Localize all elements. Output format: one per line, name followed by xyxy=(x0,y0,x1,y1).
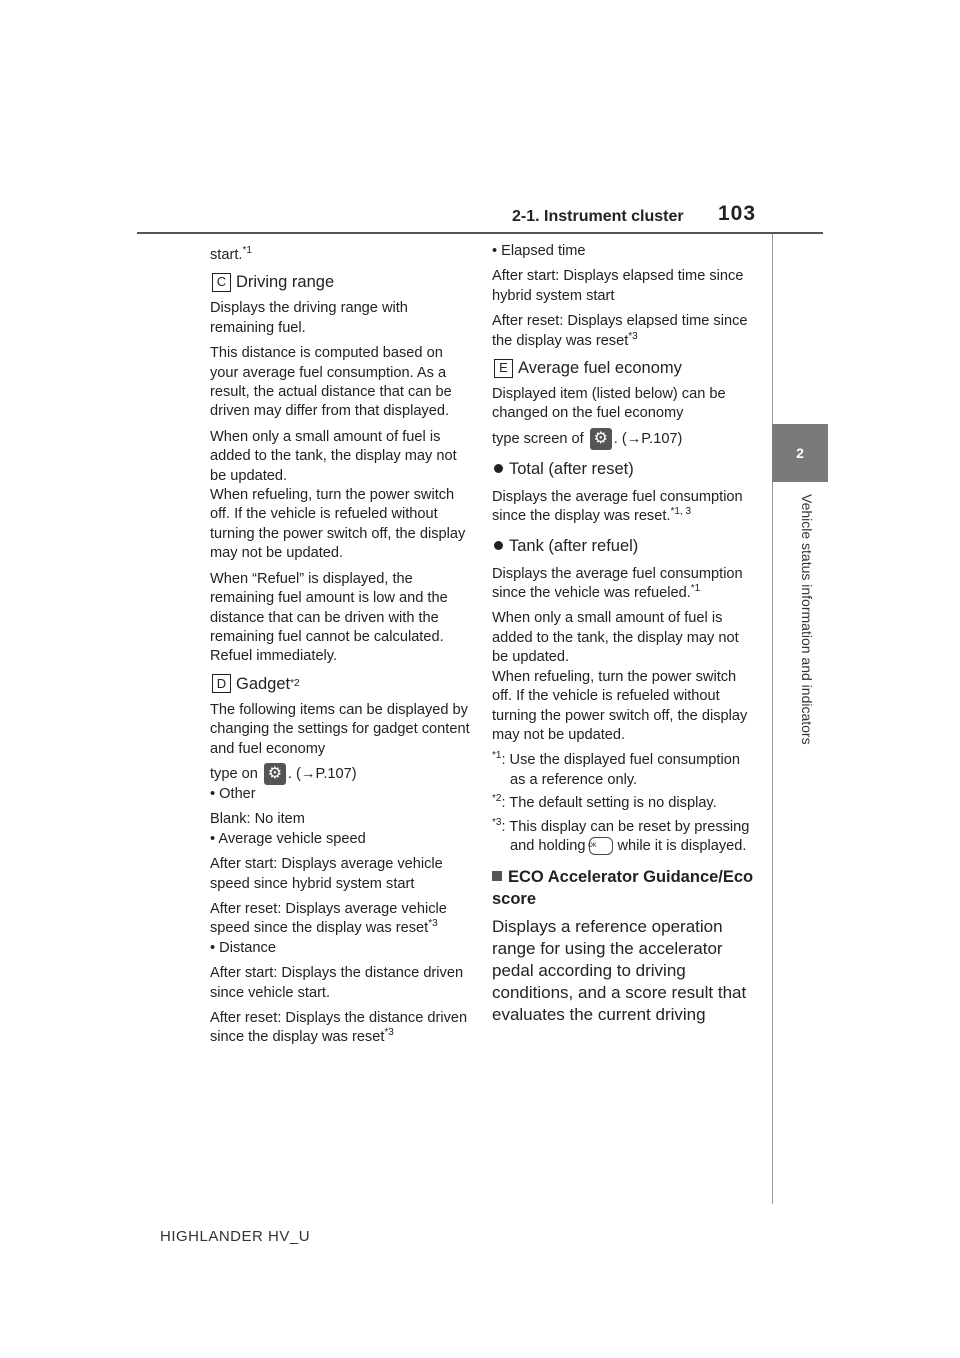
page-number: 103 xyxy=(718,202,757,225)
paragraph: After reset: Displays average vehicle speed since the display was reset$^{*3}$ xyxy=(210,900,447,937)
settings-gear-icon: ⚙ xyxy=(590,428,612,450)
paragraph: The following items can be displayed by changing the settings for gadget content and fuel economy xyxy=(210,701,470,757)
label-box-c: C xyxy=(212,273,231,292)
paragraph: When only a small amount of fuel is added to the tank, the display may not be updated. xyxy=(492,610,739,666)
paragraph: Blank: No item xyxy=(210,811,305,828)
paragraph: Displays the average fuel consumption since the display was reset.$^{*1, 3}$ xyxy=(492,488,743,525)
heading-gadget: D Gadget *2 xyxy=(210,673,472,695)
paragraph: This distance is computed based on your average fuel consumption. As a result, the actual distance that can be driven may differ from that displayed. xyxy=(210,345,452,420)
paragraph: When refueling, turn the power switch off. If the vehicle is refueled without turning the power switch off, the display may not be updated. xyxy=(492,668,748,743)
heading-average-fuel-economy: E Average fuel economy xyxy=(492,357,754,379)
section-title: 2-1. Instrument cluster xyxy=(512,208,684,225)
paragraph: When “Refuel” is displayed, the remaining fuel amount is low and the distance that can be driven with the remaining fuel cannot be calculated. xyxy=(210,570,448,645)
header-rule xyxy=(137,232,823,234)
bullet-dot-icon xyxy=(494,464,503,473)
bullet-item: • Average vehicle speed xyxy=(210,830,366,847)
heading-driving-range: C Driving range xyxy=(210,271,472,293)
paragraph: After reset: Displays the distance driven since the display was reset$^{*3}$ xyxy=(210,1010,468,1046)
chapter-title: Vehicle status information and indicators xyxy=(799,494,815,745)
paragraph: After start: Displays average vehicle speed since hybrid system start xyxy=(210,856,443,892)
paragraph: start.$^{*1}$ xyxy=(210,245,252,263)
square-bullet-icon xyxy=(492,871,502,881)
paragraph: After reset: Displays elapsed time since the display was reset$^{*3}$ xyxy=(492,313,748,349)
bullet-item: • Distance xyxy=(210,939,276,956)
settings-gear-icon: ⚙ xyxy=(264,763,286,785)
label-box-e: E xyxy=(494,359,513,378)
sidebar-rule xyxy=(772,234,773,1204)
right-column xyxy=(492,242,754,1026)
label-box-d: D xyxy=(212,674,231,693)
footnote-1: $^{*1}$: Use the displayed fuel consumption as a reference only. xyxy=(492,750,740,788)
paragraph: Refuel immediately. xyxy=(210,648,338,665)
paragraph: After start: Displays elapsed time since hybrid system start xyxy=(492,268,744,304)
footnote-2: $^{*2}$: The default setting is no display. xyxy=(492,793,717,812)
paragraph: When refueling, turn the power switch off. If the vehicle is refueled without turning the power switch off, the display may not be updated. xyxy=(210,487,466,562)
paragraph: Displayed item (listed below) can be changed on the fuel economy xyxy=(492,386,726,422)
paragraph: type on ⚙ . (→P.107) xyxy=(210,763,472,785)
chapter-tab: 2 xyxy=(772,424,828,482)
bullet-dot-icon xyxy=(494,541,503,550)
left-column xyxy=(210,246,472,1054)
ok-button-icon: OK xyxy=(589,837,613,855)
subsection-heading-eco: ECO Accelerator Guidance/Eco score xyxy=(492,868,754,909)
paragraph: After start: Displays the distance driven since vehicle start. xyxy=(210,965,464,1001)
paragraph: type screen of ⚙ . (→P.107) xyxy=(492,428,754,450)
paragraph: Displays the driving range with remaining fuel. xyxy=(210,300,408,336)
paragraph: When only a small amount of fuel is added to the tank, the display may not be updated. xyxy=(210,428,457,484)
footer-model: HIGHLANDER HV_U xyxy=(160,1228,311,1245)
paragraph: Displays a reference operation range for using the accelerator pedal according to driving conditions, and a score result that evaluates the current driving xyxy=(492,917,747,1025)
footnote-3: $^{*3}$: This display can be reset by pressing and holding OK while it is displayed. xyxy=(492,816,750,854)
bullet-item: • Other xyxy=(210,785,256,802)
bullet-item: • Elapsed time xyxy=(492,243,586,259)
paragraph: Displays the average fuel consumption since the vehicle was refueled.$^{*1}$ xyxy=(492,565,743,602)
bullet-heading-tank: Tank (after refuel) xyxy=(492,535,754,557)
bullet-heading-total: Total (after reset) xyxy=(492,458,754,480)
